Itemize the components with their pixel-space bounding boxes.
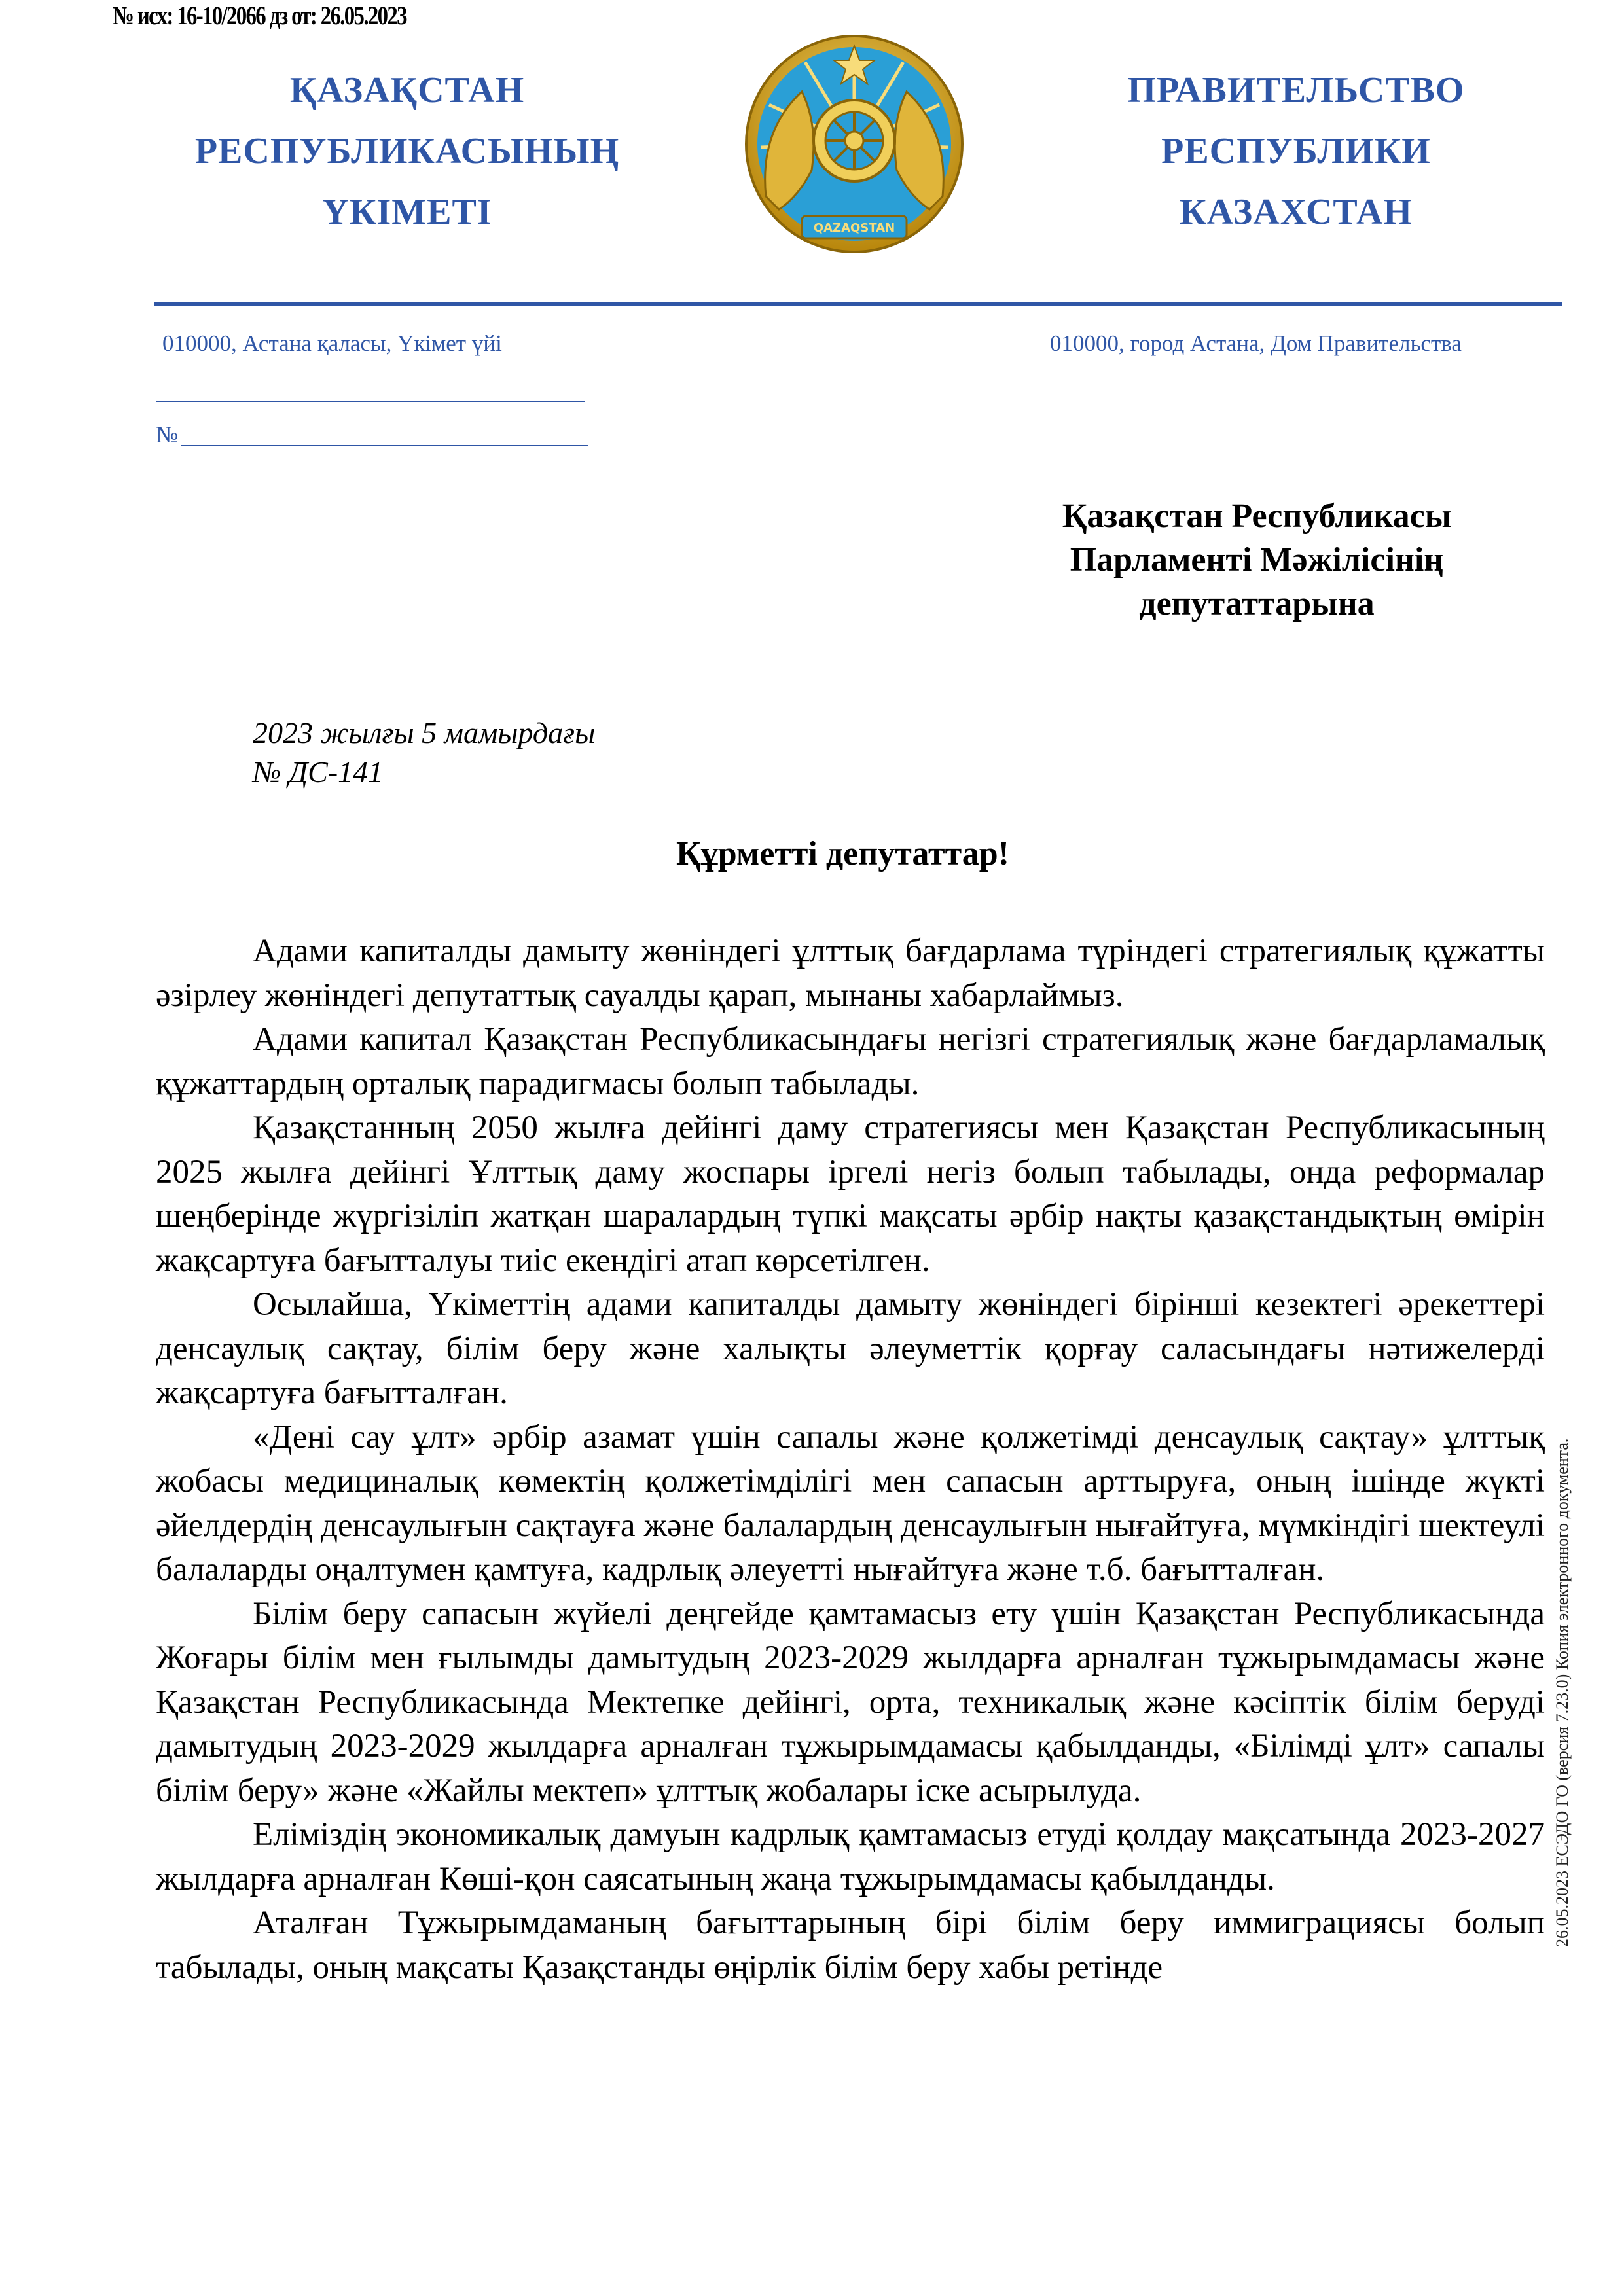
incoming-reference [253, 713, 595, 792]
body-paragraph: Қазақстанның 2050 жылға дейінгі даму стратегиясы мен Қазақстан Республикасының 2025 жылға дейінгі Ұлттық даму жоспары іргелі негіз болып табылады, онда реформалар шеңберінде жүргізіліп жатқан шаралардың түпкі мақсаты әрбір нақты қазақстандықтың өмірін жақсартуға бағытталуы тиіс екендігі атап көрсетілген. [156, 1109, 1545, 1279]
reference-date: 2023 жылғы 5 мамырдағы [253, 716, 596, 749]
title-line: ПРАВИТЕЛЬСТВО [1127, 70, 1465, 111]
government-title-kazakh [145, 60, 669, 243]
government-title-russian [1034, 60, 1558, 243]
title-line: РЕСПУБЛИКИ [1161, 131, 1431, 171]
reference-number: № ДС-141 [253, 755, 384, 789]
body-paragraph: «Дені сау ұлт» әрбір азамат үшін сапалы және қолжетімді денсаулық сақтау» ұлттық жобасы медициналық көмектің қолжетімділігі мен сапасын арттыруға, оның ішінде жүкті әйелдердің денсаулығын сақтауға және балалардың денсаулығын нығайтуға, мүмкіндігі шектеулі балаларды оңалтумен қамтуға, кадрлық әлеуетті нығайтуға және т.б. бағытталған. [156, 1418, 1545, 1588]
addressee-line: Парламенті Мәжілісінің [1070, 541, 1444, 579]
body-paragraph: Адами капиталды дамыту жөніндегі ұлттық бағдарлама түріндегі стратегиялық құжатты әзірлеу жөніндегі депутаттық сауалды қарап, мынаны хабарлаймыз. [156, 933, 1545, 1014]
body-paragraph: Еліміздің экономикалық дамуын кадрлық қамтамасыз етуді қолдау мақсатында 2023-2027 жылдарға арналған Көші-қон саясатының жаңа тұжырымдамасы қабылданды. [156, 1816, 1545, 1897]
header-divider [154, 302, 1562, 306]
date-blank-line [156, 401, 585, 402]
address-kazakh: 010000, Астана қаласы, Үкімет үйі [162, 331, 502, 356]
addressee-line: Қазақстан Республикасы [1062, 497, 1452, 535]
address-russian: 010000, город Астана, Дом Правительства [1050, 331, 1462, 356]
title-line: КАЗАХСТАН [1180, 192, 1413, 232]
electronic-copy-stamp: 26.05.2023 ЕСЭДО ГО (версия 7.23.0) Копия электронного документа. [1553, 1438, 1572, 1947]
body-paragraph: Адами капитал Қазақстан Республикасындағы негізгі стратегиялық және бағдарламалық құжаттардың орталық парадигмасы болып табылады. [156, 1021, 1545, 1102]
body-paragraph: Білім беру сапасын жүйелі деңгейде қамтамасыз ету үшін Қазақстан Республикасында Жоғары білім мен ғылымды дамытудың 2023-2029 жылдарға арналған тұжырымдамасы және Қазақстан Республикасында Мектепке дейінгі, орта, техникалық және кәсіптік білім беруді дамытудың 2023-2029 жылдарға арналған тұжырымдамасы қабылданды, «Білімді ұлт» сапалы білім беру» және «Жайлы мектеп» ұлттық жобалары іске асырылуда. [156, 1595, 1545, 1809]
title-line: ҚАЗАҚСТАН [289, 70, 525, 111]
addressee-block [962, 494, 1551, 626]
addressee-line: депутаттарына [1139, 585, 1375, 622]
number-sign-label: № [156, 422, 179, 448]
document-number-line [156, 414, 588, 446]
body-paragraph: Аталған Тұжырымдаманың бағыттарының бірі білім беру иммиграциясы болып табылады, оның мақсаты Қазақстанды өңірлік білім беру хабы ретінде [156, 1905, 1545, 1986]
kazakhstan-state-emblem-icon [740, 33, 969, 259]
letter-body [156, 929, 1545, 1990]
title-line: РЕСПУБЛИКАСЫНЫҢ [194, 131, 620, 171]
outgoing-reference-number: № исх: 16-10/2066 дз от: 26.05.2023 [113, 1, 406, 30]
body-paragraph: Осылайша, Үкіметтің адами капиталды дамыту жөніндегі бірінші кезектегі әрекеттері денсаулық сақтау, білім беру және халықты әлеуметтік қорғау саласындағы нәтижелерді жақсартуға бағытталған. [156, 1286, 1545, 1411]
title-line: ҮКІМЕТІ [322, 192, 492, 232]
number-blank-line [181, 416, 588, 446]
emblem-ribbon-text: QAZAQSTAN [813, 221, 895, 235]
salutation-heading: Құрметті депутаттар! [676, 835, 1009, 872]
